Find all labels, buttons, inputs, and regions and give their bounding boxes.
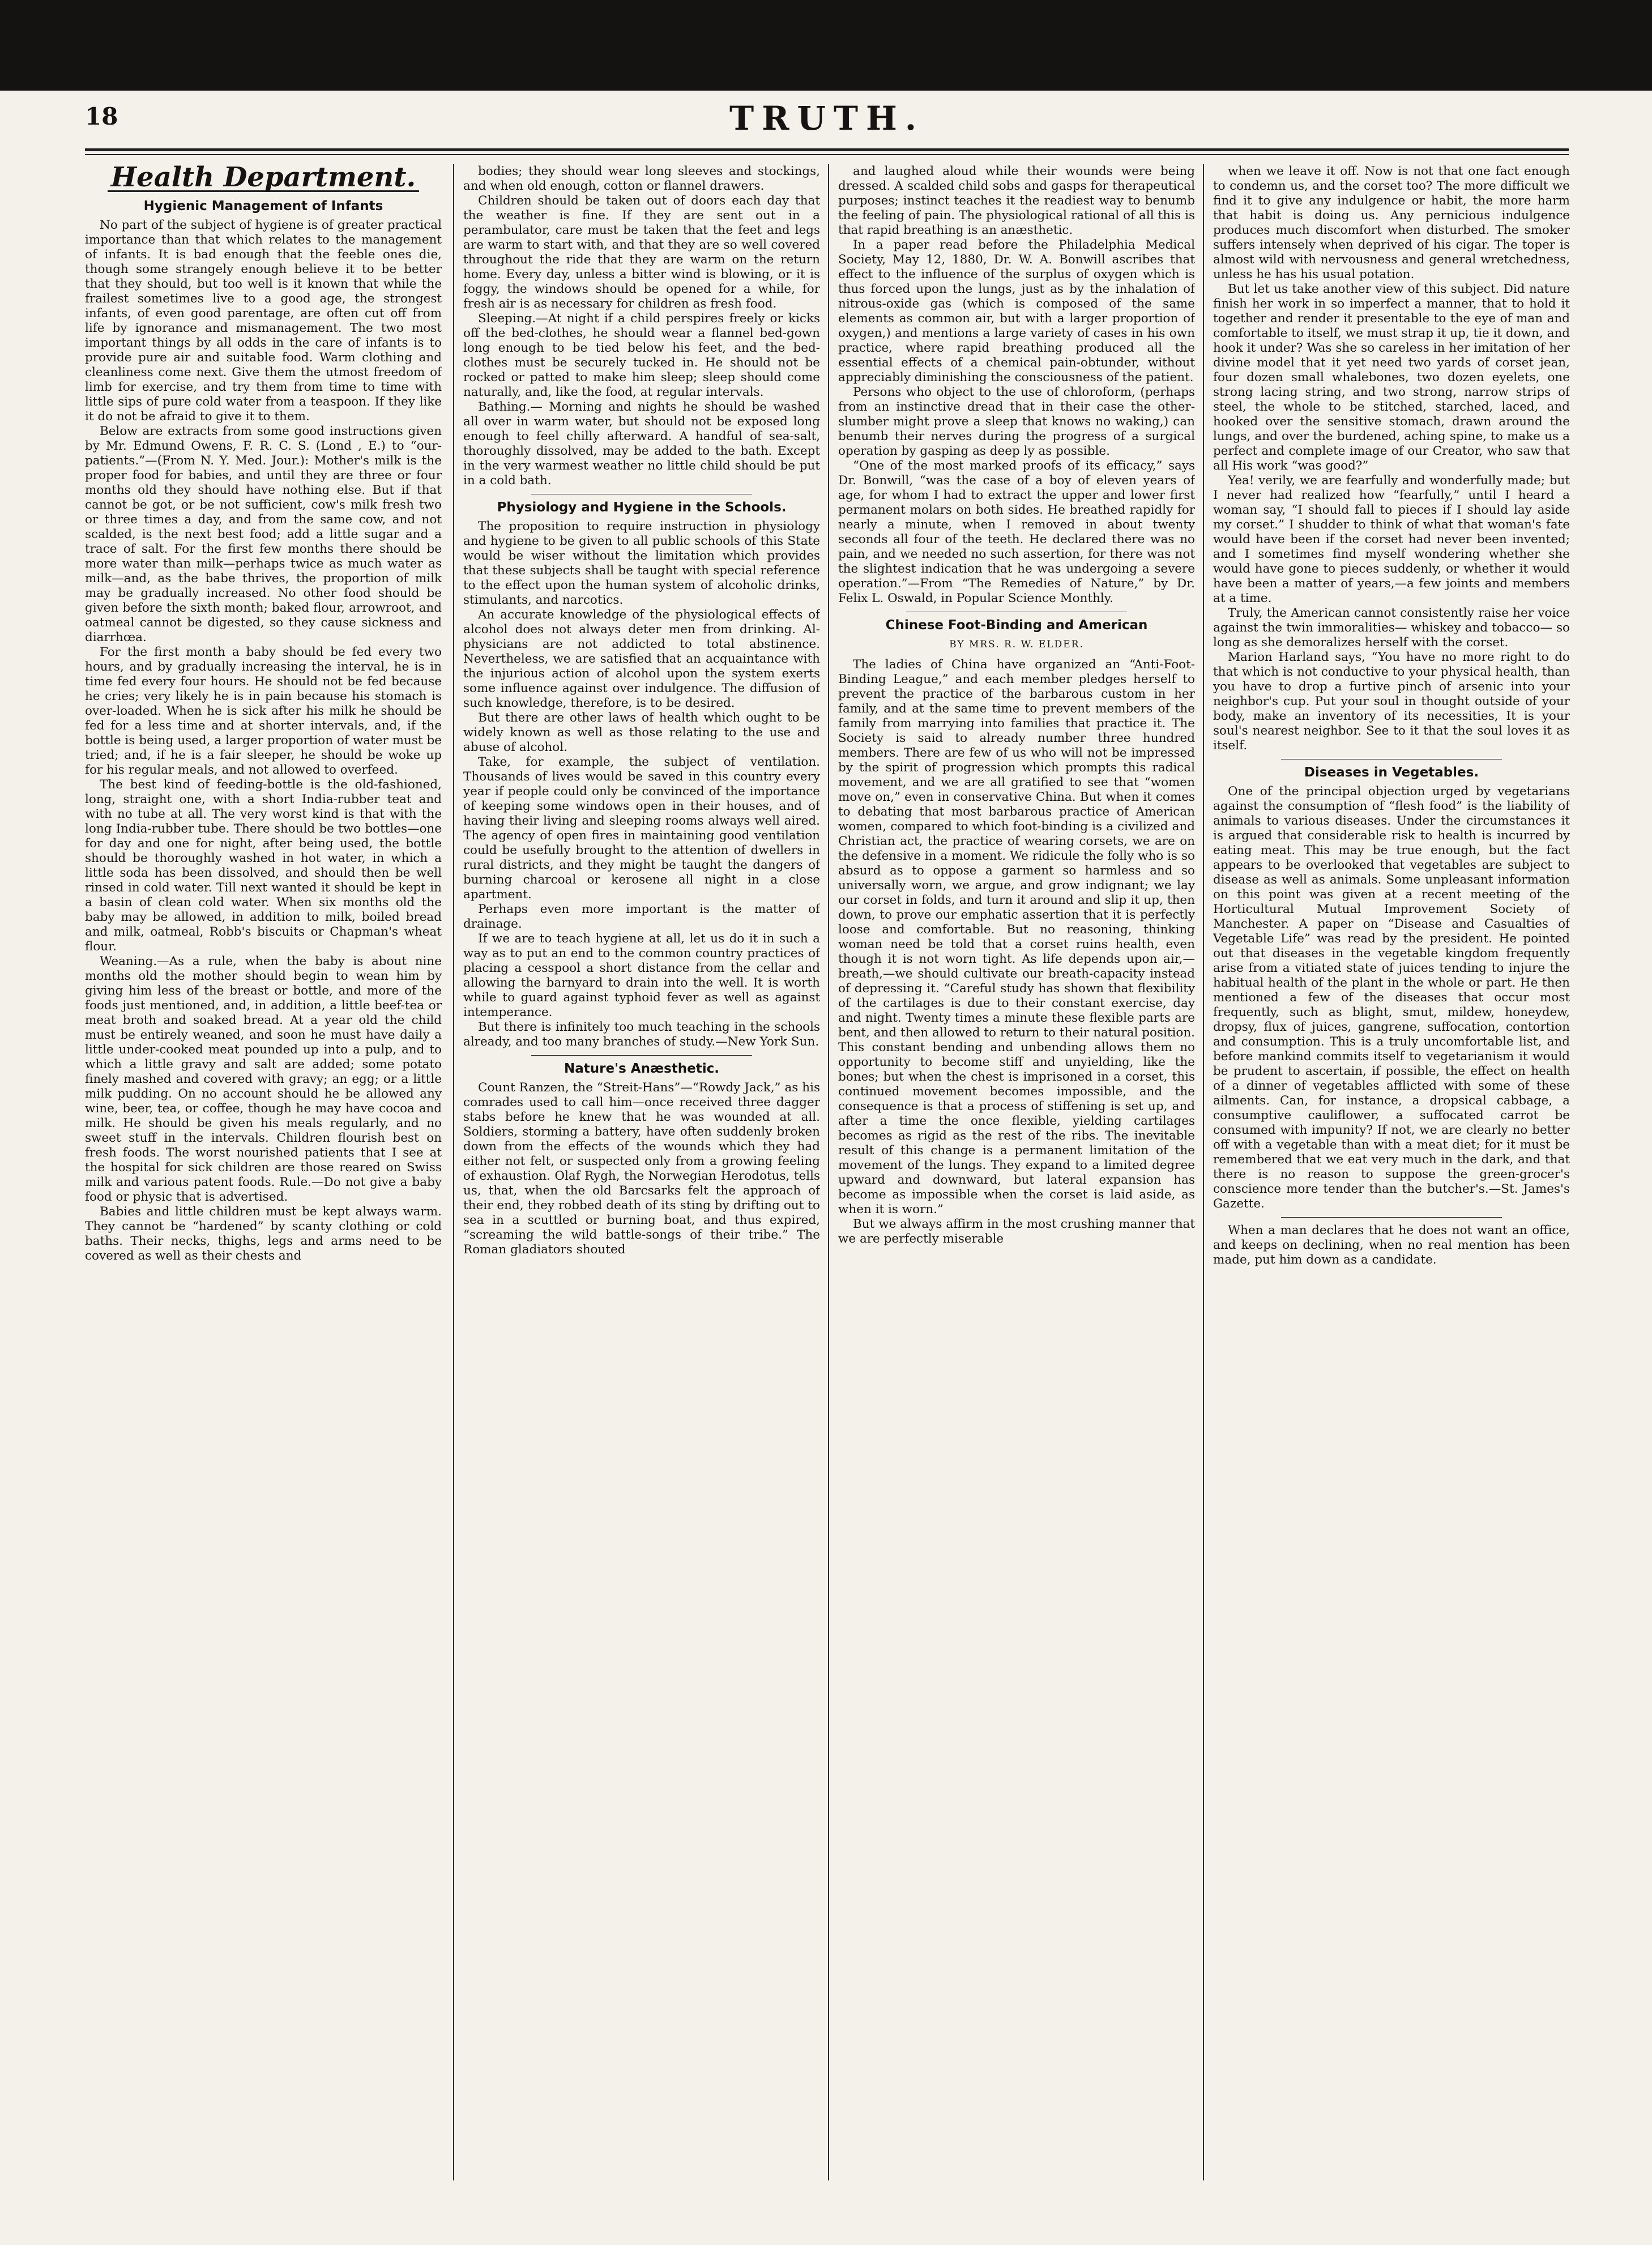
section-rule <box>531 1055 752 1056</box>
paragraph: The best kind of feeding-bottle is the old-fashioned, long, straight one, with a short India-rubber teat and with no tube at all. The very worst kind is that with the long India-rubber tube. There should be two bottles—one for day and one for night, after being used, the bottle should be thoroughly washed in hot water, in which a little soda has been dissolved, and should then be well rinsed in cold water. Till next wanted it should be kept in a basin of clean cold water. When six months old the baby may be allowed, in addition to milk, boiled bread and milk, oatmeal, Robb's biscuits or Chapman's wheat flour. <box>85 778 442 954</box>
scan-margin-band <box>0 0 1652 91</box>
column-3 <box>838 164 1195 2180</box>
section-rule <box>1281 1217 1502 1218</box>
paragraph: Persons who object to the use of chloroform, (perhaps from an instinctive dread that in their case the other-slumber might prove a sleep that knows no waking,) can benumb their nerves during the progress of a surgical operation by gasping as deep ly as possible. <box>838 385 1195 458</box>
paragraph: But there are other laws of health which ought to be widely known as well as those relating to the use and abuse of alcohol. <box>463 711 820 754</box>
column-divider <box>453 164 454 2180</box>
article-heading: Chinese Foot-Binding and American <box>885 618 1148 633</box>
paragraph: when we leave it off. Now is not that one fact enough to condemn us, and the corset too? The more difficult we find it to give any indulgence or habit, the more harm that habit is doing us. Any pernicious indulgence produces much discomfort when disturbed. The smoker suffers intensely when deprived of his cigar. The toper is almost wild with nervousness and general wretchedness, unless he has his usual potation. <box>1213 164 1570 281</box>
paragraph: Weaning.—As a rule, when the baby is about nine months old the mother should begin to wean him by giving him less of the breast or bottle, and more of the foods just mentioned, and, in addition, a little beef-tea or meat broth and soaked bread. At a year old the child must be entirely weaned, and soon he must have daily a little under-cooked meat pounded up into a pulp, and to which a little gravy and salt are added; some potato finely mashed and covered with gravy; an egg; or a little milk pudding. On no account should he be allowed any wine, beer, tea, or coffee, though he may have cocoa and milk. He should be given his meals regularly, and no sweet stuff in the intervals. Children flourish best on fresh foods. The worst nourished patients that I see at the hospital for sick children are those reared on Swiss milk and various patent foods. Rule.—Do not give a baby food or physic that is advertised. <box>85 954 442 1204</box>
article-heading: Hygienic Management of Infants <box>143 199 383 214</box>
column-1 <box>85 164 442 2180</box>
paragraph: Perhaps even more important is the matter of drainage. <box>463 902 820 931</box>
article-body <box>838 164 1195 606</box>
article-byline: BY MRS. R. W. ELDER. <box>949 639 1084 650</box>
paragraph: In a paper read before the Philadelphia Medical Society, May 12, 1880, Dr. W. A. Bonwill ascribes that effect to the influence of the surplus of oxygen which is thus forced upon the lungs, just as by the inhalation of nitrous-oxide gas (which is composed of the same elements as common air, but with a larger proportion of oxygen,) and mentions a large variety of cases in his own practice, where rapid breathing produced all the essential effects of a chemical pain-obtunder, without appreciably diminishing the consciousness of the patient. <box>838 238 1195 385</box>
article-body <box>1213 164 1570 753</box>
article-body <box>1213 784 1570 1211</box>
article-heading: Physiology and Hygiene in the Schools. <box>497 500 787 515</box>
paragraph: Count Ranzen, the “Streit-Hans”—“Rowdy Jack,” as his comrades used to call him—once received three dagger stabs before he knew that he was wounded at all. Soldiers, storming a battery, have often suddenly broken down from the effects of the wounds which they had either not felt, or suspected only from a growing feeling of exhaustion. Olaf Rygh, the Norwegian Herodotus, tells us, that, when the old Barcsarks felt the approach of their end, they robbed death of its sting by drifting out to sea in a scuttled or burning boat, and thus expired, “screaming the wild battle-songs of their tribe.” The Roman gladiators shouted <box>463 1081 820 1257</box>
paragraph: Sleeping.—At night if a child perspires freely or kicks off the bed-clothes, he should wear a flannel bed-gown long enough to be tied below his feet, and the bed-clothes must be securely tucked in. He should not be rocked or patted to make him sleep; sleep should come naturally, and, like the food, at regular intervals. <box>463 311 820 399</box>
department-title: Health Department. <box>110 164 416 193</box>
article-body <box>838 658 1195 1247</box>
column-divider <box>1203 164 1204 2180</box>
article-body <box>85 218 442 1264</box>
article-heading: Nature's Anæsthetic. <box>564 1061 719 1076</box>
article-heading: Diseases in Vegetables. <box>1304 765 1479 780</box>
paragraph: bodies; they should wear long sleeves and stockings, and when old enough, cotton or flannel drawers. <box>463 164 820 193</box>
article-body <box>463 164 820 488</box>
column-4 <box>1213 164 1570 2180</box>
paragraph: But we always affirm in the most crushing manner that we are perfectly miserable <box>838 1217 1195 1246</box>
paragraph: One of the principal objection urged by vegetarians against the consumption of “flesh food” is the liability of animals to various diseases. Under the circumstances it is argued that considerable risk to health is incurred by eating meat. This may be true enough, but the fact appears to be overlooked that vegetables are subject to disease as well as animals. Some unpleasant information on this point was given at a recent meeting of the Horticultural Mutual Improvement Society of Manchester. A paper on “Disease and Casualties of Vegetable Life” was read by the president. He pointed out that diseases in the vegetable kingdom frequently arise from a vitiated state of juices tending to injure the habitual health of the plant in the whole or part. He then mentioned a few of the diseases that occur most frequently, such as blight, smut, mildew, honeydew, dropsy, flux of juices, gangrene, suffocation, contortion and consumption. This is a truly uncomfortable list, and before mankind commits itself to vegetarianism it would be prudent to ascertain, if possible, the effect on health of a dinner of vegetables afflicted with some of these ailments. Can, for instance, a dropsical cabbage, a consumptive cauliflower, a suffocated carrot be consumed with impunity? If not, we are clearly no better off with a vegetable than with a meat diet; for it must be remembered that we eat very much in the dark, and that there is no reason to suppose the green-grocer's conscience more tender than the butcher's.—St. James's Gazette. <box>1213 784 1570 1211</box>
masthead-title: TRUTH. <box>729 99 925 138</box>
paragraph: Marion Harland says, “You have no more right to do that which is not conductive to your physical health, than you have to drop a furtive pinch of arsenic into your neighbor's cup. Put your soul in thought outside of your body, make an inventory of its necessities, It is your soul's nearest neighbor. See to it that the soul loves it as itself. <box>1213 650 1570 753</box>
paragraph: Bathing.— Morning and nights he should be washed all over in warm water, but should not be exposed long enough to feel chilly afterward. A handful of sea-salt, thoroughly dissolved, may be added to the bath. Except in the very warmest weather no little child should be put in a cold bath. <box>463 400 820 488</box>
paragraph: But let us take another view of this subject. Did nature finish her work in so imperfect a manner, that to hold it together and render it presentable to the eye of man and comfortable to itself, we must strap it up, tie it down, and hook it under? Was she so careless in her imitation of her divine model that it yet need two yards of corset jean, four dozen small whalebones, two dozen eyelets, one strong lacing string, and two strong, narrow strips of steel, the whole to be stitched, starched, laced, and hooked over the sensitive stomach, drawn around the lungs, and over the burdened, aching spine, to make us a perfect and complete image of our Creator, who saw that all His work “was good?” <box>1213 282 1570 473</box>
paragraph: But there is infinitely too much teaching in the schools already, and too many branches of study.—New York Sun. <box>463 1020 820 1049</box>
column-2 <box>463 164 820 2180</box>
paragraph: Babies and little children must be kept always warm. They cannot be “hardened” by scanty clothing or cold baths. Their necks, thighs, legs and arms need to be covered as well as their chests and <box>85 1205 442 1263</box>
page-header <box>85 99 1569 139</box>
article-body <box>463 519 820 1049</box>
page-number: 18 <box>85 103 118 130</box>
article-body <box>463 1081 820 1257</box>
paragraph: Children should be taken out of doors each day that the weather is fine. If they are sent out in a perambulator, care must be taken that the feet and legs are warm to start with, and that they are so well covered throughout the ride that they are warm on the return home. Every day, unless a bitter wind is blowing, or it is foggy, the windows should be opened for a while, for fresh air is as necessary for children as fresh food. <box>463 194 820 311</box>
paragraph: “One of the most marked proofs of its efficacy,” says Dr. Bonwill, “was the case of a boy of eleven years of age, for whom I had to extract the upper and lower first permanent molars on both sides. He breathed rapidly for nearly a minute, when I removed in about twenty seconds all four of the teeth. He declared there was no pain, and we needed no such assertion, for there was not the slightest indication that he was undergoing a severe operation.”—From “The Remedies of Nature,” by Dr. Felix L. Oswald, in Popular Science Monthly. <box>838 459 1195 605</box>
paragraph: Below are extracts from some good instructions given by Mr. Edmund Owens, F. R. C. S. (Lond , E.) to “our-patients.”—(From N. Y. Med. Jour.): Mother's milk is the proper food for babies, and until they are three or four months old they should have nothing else. But if that cannot be got, or be not sufficient, cow's milk fresh two or three times a day, and from the same cow, and not scalded, is the next best food; add a little sugar and a trace of salt. For the first few months there should be more water than milk—perhaps twice as much water as milk—and, as the babe thrives, the proportion of milk may be gradually increased. No other food should be given before the sixth month; baked flour, arrowroot, and oatmeal cannot be digested, so they cause sickness and diarrhœa. <box>85 424 442 645</box>
paragraph: For the first month a baby should be fed every two hours, and by gradually increasing the interval, he is in time fed every four hours. He should not be fed because he cries; very likely he is in pain because his stomach is over-loaded. When he is sick after his milk he should be fed for a less time and at shorter intervals, and, if the bottle is being used, a larger proportion of water must be tried; and, if he is a fair sleeper, he should be woke up for his regular meals, and not allowed to overfeed. <box>85 645 442 777</box>
paragraph: The proposition to require instruction in physiology and hygiene to be given to all public schools of this State would be wiser without the limitation which provides that these subjects shall be taught with special reference to the effect upon the human system of alcoholic drinks, stimulants, and narcotics. <box>463 519 820 607</box>
paragraph: When a man declares that he does not want an office, and keeps on declining, when no real mention has been made, put him down as a candidate. <box>1213 1223 1570 1267</box>
paragraph: Truly, the American cannot consistently raise her voice against the twin immoralities— whiskey and tobacco— so long as she demoralizes herself with the corset. <box>1213 606 1570 650</box>
paragraph: The ladies of China have organized an “Anti-Foot-Binding League,” and each member pledges herself to prevent the practice of the barbarous custom in her family, and at the same time to prevent members of the family from marrying into families that practice it. The Society is said to already number three hundred members. There are few of us who will not be impressed by the spirit of progression which prompts this radical movement, and we are all gratified to see that “women move on,” even in conservative China. But when it comes to debating that most barbarous practice of American women, compared to which foot-binding is a civilized and Christian act, the practice of wearing corsets, we are on the defensive in a moment. We ridicule the folly who is so absurd as to oppose a garment so harmless and so universally worn, we argue, and grow indignant; we lay our corset in folds, and turn it around and slip it up, then down, to prove our emphatic assertion that it is perfectly loose and comfortable. But no reasoning, thinking woman need be told that a corset ruins health, even though it is not worn tight. As life depends upon air,—breath,—we should cultivate our breath-capacity instead of depressing it. “Careful study has shown that flexibility of the cartilages is due to their constant exercise, day and night. Twenty times a minute these flexible parts are bent, and then allowed to return to their natural position. This constant bending and unbending allows them no opportunity to become stiff and unyielding, like the bones; but when the chest is imprisoned in a corset, this continued movement becomes impossible, and the consequence is that a process of stiffening is set up, and after a time the once flexible, yielding cartilages becomes as rigid as the rest of the ribs. The inevitable result of this change is a permanent limitation of the movement of the lungs. They expand to a limited degree upward and downward, but lateral expansion has become as impossible when the corset is laid aside, as when it is worn.” <box>838 658 1195 1217</box>
paragraph: and laughed aloud while their wounds were being dressed. A scalded child sobs and gasps for therapeutical purposes; instinct teaches it the readiest way to benumb the feeling of pain. The physiological rational of all this is that rapid breathing is an anæsthetic. <box>838 164 1195 237</box>
paragraph: If we are to teach hygiene at all, let us do it in such a way as to put an end to the common country practices of placing a cesspool a short distance from the cellar and allowing the barnyard to drain into the well. It is worth while to guard against typhoid fever as well as against intemperance. <box>463 932 820 1019</box>
paragraph: Take, for example, the subject of ventilation. Thousands of lives would be saved in this country every year if people could only be convinced of the importance of keeping some windows open in their houses, and of having their living and sleeping rooms always well aired. The agency of open fires in maintaining good ventilation could be usefully brought to the attention of dwellers in rural districts, and they might be taught the dangers of burning charcoal or kerosene all night in a close apartment. <box>463 755 820 902</box>
paragraph: Yea! verily, we are fearfully and wonderfully made; but I never had realized how “fearfully,” until I heard a woman say, “I should fall to pieces if I should lay aside my corset.” I shudder to think of what that woman's fate would have been if the corset had never been invented; and I sometimes find myself wondering whether she would have gone to pieces suddenly, or whether it would have been a matter of years,—a few joints and members at a time. <box>1213 473 1570 605</box>
paragraph: No part of the subject of hygiene is of greater practical importance than that which relates to the management of infants. It is bad enough that the feeble ones die, though some strangely enough believe it to be better that they should, but too well is it known that while the frailest sometimes live to a good age, the strongest infants, of even good parentage, are often cut off from life by ignorance and mismanagement. The two most important things by all odds in the care of infants is to provide pure air and suitable food. Warm clothing and cleanliness come next. Give them the utmost freedom of limb for exercise, and try them from time to time with little sips of pure cold water from a teaspoon. If they like it do not be afraid to give it to them. <box>85 218 442 424</box>
column-divider <box>828 164 829 2180</box>
header-rule <box>85 148 1569 151</box>
paragraph: An accurate knowledge of the physiological effects of alcohol does not always deter men from drinking. Al-physicians are not addicted to total abstinence. Nevertheless, we are satisfied that an acquaintance with the injurious action of alcohol upon the system exerts some influence against over indulgence. The diffusion of such knowledge, therefore, is to be desired. <box>463 608 820 710</box>
header-rule-thin <box>85 154 1569 155</box>
article-body <box>1213 1223 1570 1267</box>
